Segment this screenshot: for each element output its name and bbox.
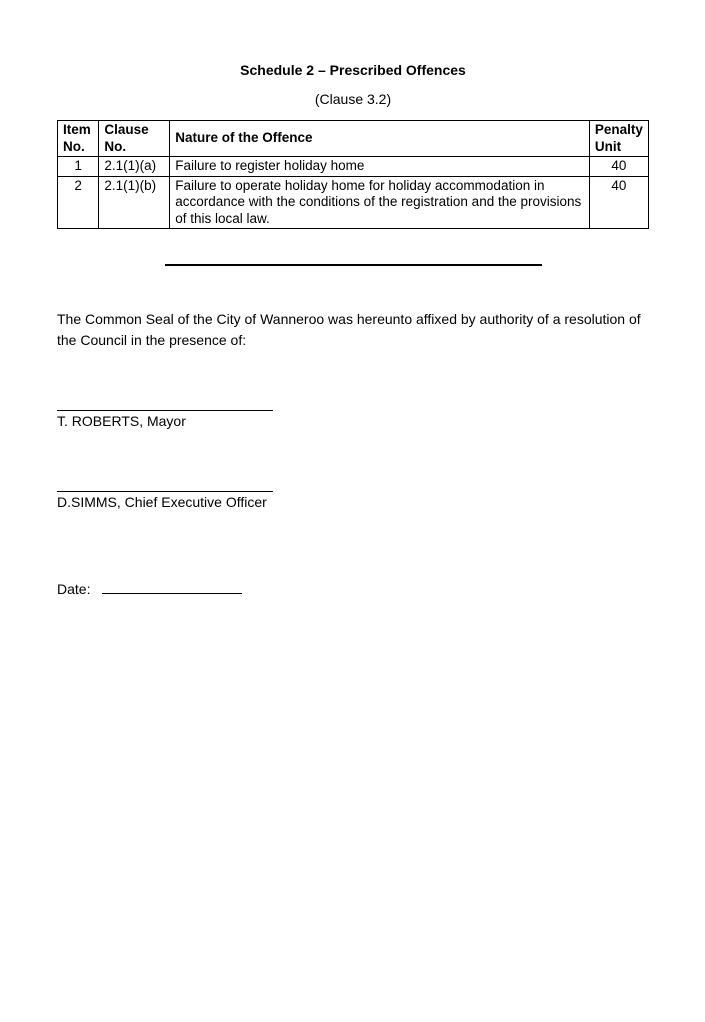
ceo-signature-block	[57, 491, 649, 511]
date-row	[57, 579, 649, 597]
date-fill-line	[102, 579, 242, 594]
date-label: Date:	[57, 581, 91, 597]
header-item-no: Item No.	[58, 121, 99, 157]
header-clause-no: Clause No.	[99, 121, 170, 157]
common-seal-paragraph: The Common Seal of the City of Wanneroo was hereunto affixed by authority of a resolution of the Council in the presence of:	[57, 311, 641, 348]
header-penalty-unit: Penalty Unit	[589, 121, 648, 157]
ceo-signature-line	[57, 491, 273, 492]
mayor-signature-name: T. ROBERTS, Mayor	[57, 413, 186, 429]
clause-subtitle: (Clause 3.2)	[314, 91, 392, 107]
mayor-signature-block	[57, 410, 649, 430]
row1-penalty-unit: 40	[589, 157, 648, 177]
ceo-signature-name: D.SIMMS, Chief Executive Officer	[57, 494, 267, 510]
row1-item-no: 1	[58, 157, 99, 177]
table-header-row	[58, 121, 649, 157]
row2-penalty-unit: 40	[589, 176, 648, 229]
mayor-signature-line	[57, 410, 273, 411]
prescribed-offences-table	[57, 120, 649, 229]
seal-divider-line	[165, 264, 542, 266]
row2-clause-no: 2.1(1)(b)	[99, 176, 170, 229]
row2-nature: Failure to operate holiday home for holiday accommodation in accordance with the conditions of the registration and the provisions of this local law.	[170, 176, 590, 229]
table-row	[58, 176, 649, 229]
table-row	[58, 157, 649, 177]
row1-clause-no: 2.1(1)(a)	[99, 157, 170, 177]
row1-nature: Failure to register holiday home	[170, 157, 590, 177]
schedule-title: Schedule 2 – Prescribed Offences	[240, 62, 466, 78]
header-nature: Nature of the Offence	[170, 121, 590, 157]
row2-item-no: 2	[58, 176, 99, 229]
